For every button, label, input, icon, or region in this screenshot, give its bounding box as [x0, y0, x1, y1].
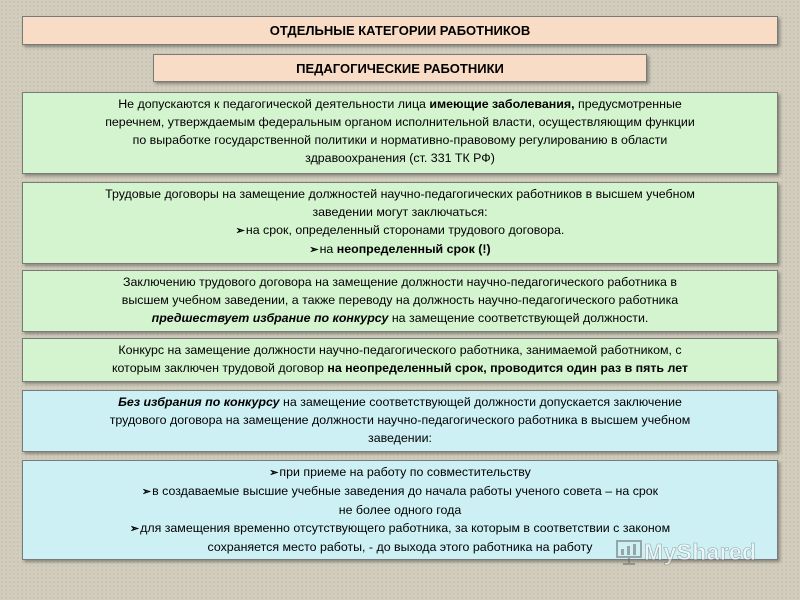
arrow-bullet-icon: ➢ — [141, 486, 152, 498]
exception-item-new-institution-cont: не более одного года — [338, 503, 462, 517]
no-competition-line-2: трудового договора на замещение должности научно-педагогического работника в высшем учебном — [109, 413, 691, 427]
arrow-bullet-icon: ➢ — [269, 467, 279, 479]
page-title — [22, 16, 778, 45]
contract-term-item-indefinite: ➢на неопределенный срок (!) — [309, 242, 491, 256]
restriction-line-1: Не допускаются к педагогической деятельности лица имеющие заболевания, предусмотренные — [118, 97, 682, 111]
competition-line-2: высшем учебном заведении, а также переводу на должность научно-педагогического работника — [121, 293, 679, 307]
exception-item-temporary: ➢для замещения временно отсутствующего работника, за которым в соответствии с законом — [129, 521, 671, 535]
restriction-line-4: здравоохранения (ст. 331 ТК РФ) — [305, 151, 495, 165]
watermark — [614, 538, 756, 566]
restriction-block — [22, 92, 778, 174]
watermark-text: MyShared — [644, 538, 757, 565]
no-competition-line-1: Без избрания по конкурсу на замещение соответствующей должности допускается заключение — [118, 395, 682, 409]
section-title — [153, 54, 647, 82]
presentation-chart-icon — [614, 538, 644, 566]
no-competition-line-3: заведении: — [368, 431, 432, 445]
diseases-emphasis: имеющие заболевания, — [429, 97, 575, 111]
no-competition-block — [22, 390, 778, 452]
contract-term-item-fixed: ➢на срок, определенный сторонами трудового договора. — [235, 223, 565, 237]
restriction-line-2: перечнем, утверждаемым федеральным органом исполнительной власти, осуществляющим функции — [105, 115, 695, 129]
competition-line-1: Заключению трудового договора на замещение должности научно-педагогического работника в — [123, 275, 677, 289]
restriction-line-3: по выработке государственной политики и нормативно-правовому регулированию в области — [132, 133, 668, 147]
exception-item-temporary-cont: сохраняется место работы, - до выхода этого работника на работу — [207, 540, 593, 554]
competition-line-3: предшествует избрание по конкурсу на замещение соответствующей должности. — [151, 311, 649, 325]
frequency-line-2: которым заключен трудовой договор на неопределенный срок, проводится один раз в пять лет — [112, 361, 688, 375]
exception-item-new-institution: ➢в создаваемые высшие учебные заведения до начала работы ученого совета – на срок — [141, 484, 659, 498]
arrow-bullet-icon: ➢ — [309, 244, 319, 256]
contract-terms-line-2: заведении могут заключаться: — [312, 205, 488, 219]
arrow-bullet-icon: ➢ — [129, 523, 140, 535]
contract-terms-block — [22, 182, 778, 264]
frequency-line-1: Конкурс на замещение должности научно-педагогического работника, занимаемой работником, с — [118, 343, 682, 357]
arrow-bullet-icon: ➢ — [235, 225, 245, 237]
contract-terms-line-1: Трудовые договоры на замещение должностей научно-педагогических работников в высшем учебном — [105, 187, 695, 201]
exception-item-part-time: ➢при приеме на работу по совместительству — [269, 465, 531, 479]
section-title-text: ПЕДАГОГИЧЕСКИЕ РАБОТНИКИ — [296, 60, 504, 76]
competition-prerequisite-block — [22, 270, 778, 332]
competition-frequency-block — [22, 338, 778, 382]
page-title-text: ОТДЕЛЬНЫЕ КАТЕГОРИИ РАБОТНИКОВ — [269, 23, 531, 38]
